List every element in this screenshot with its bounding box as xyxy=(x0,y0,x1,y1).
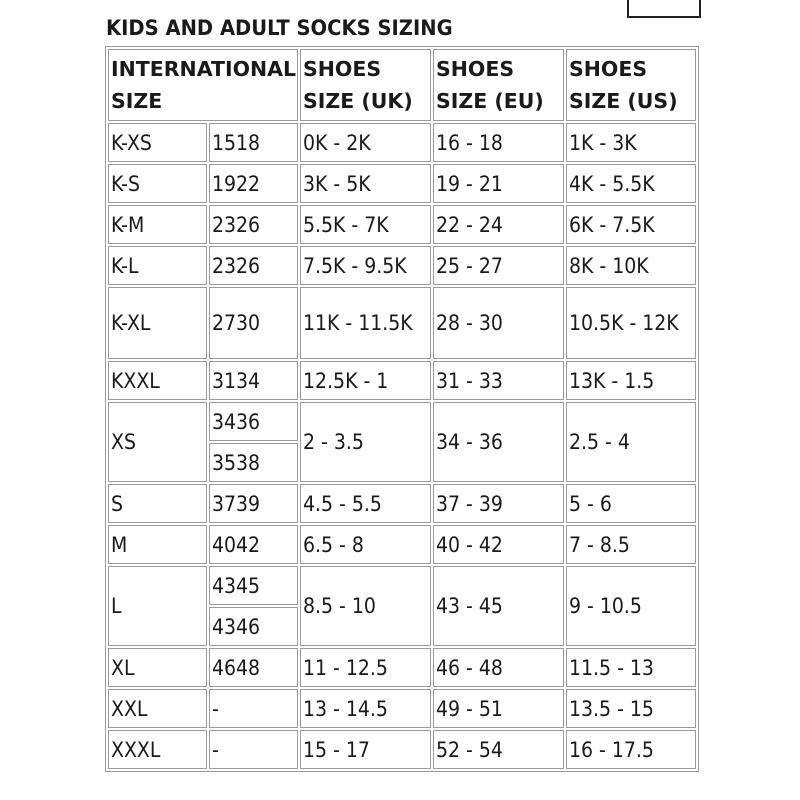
us-cell: 1K - 3K xyxy=(566,123,696,162)
us-cell: 11.5 - 13 xyxy=(566,648,696,687)
eu-cell: 25 - 27 xyxy=(433,246,564,285)
code-cell: 4648 xyxy=(209,648,298,687)
us-cell: 10.5K - 12K xyxy=(566,287,696,359)
eu-cell: 37 - 39 xyxy=(433,484,564,523)
eu-cell: 19 - 21 xyxy=(433,164,564,203)
uk-cell: 3K - 5K xyxy=(300,164,431,203)
size-cell: L xyxy=(108,566,207,646)
table-row xyxy=(108,484,696,523)
us-cell: 9 - 10.5 xyxy=(566,566,696,646)
uk-cell: 15 - 17 xyxy=(300,730,431,769)
table-row xyxy=(108,287,696,359)
table-row xyxy=(108,361,696,400)
table-row xyxy=(108,205,696,244)
us-cell: 2.5 - 4 xyxy=(566,402,696,482)
eu-cell: 28 - 30 xyxy=(433,287,564,359)
size-cell: K-S xyxy=(108,164,207,203)
uk-cell: 6.5 - 8 xyxy=(300,525,431,564)
size-cell: K-L xyxy=(108,246,207,285)
code-cell: 2326 xyxy=(209,205,298,244)
code-cell: 4346 xyxy=(209,607,298,646)
code-cell: 2326 xyxy=(209,246,298,285)
uk-cell: 13 - 14.5 xyxy=(300,689,431,728)
uk-cell: 12.5K - 1 xyxy=(300,361,431,400)
uk-cell: 11K - 11.5K xyxy=(300,287,431,359)
us-cell: 13K - 1.5 xyxy=(566,361,696,400)
us-cell: 4K - 5.5K xyxy=(566,164,696,203)
table-row xyxy=(108,525,696,564)
us-cell: 8K - 10K xyxy=(566,246,696,285)
eu-cell: 16 - 18 xyxy=(433,123,564,162)
eu-cell: 49 - 51 xyxy=(433,689,564,728)
uk-cell: 8.5 - 10 xyxy=(300,566,431,646)
sizing-table xyxy=(105,46,699,772)
uk-cell: 0K - 2K xyxy=(300,123,431,162)
header-uk-size: SHOES SIZE (UK) xyxy=(300,49,431,121)
eu-cell: 34 - 36 xyxy=(433,402,564,482)
table-row xyxy=(108,648,696,687)
table-row xyxy=(108,730,696,769)
code-cell: 1518 xyxy=(209,123,298,162)
code-cell: - xyxy=(209,689,298,728)
eu-cell: 31 - 33 xyxy=(433,361,564,400)
table-row xyxy=(108,246,696,285)
page-title: KIDS AND ADULT SOCKS SIZING xyxy=(106,16,453,40)
code-cell: 2730 xyxy=(209,287,298,359)
corner-box xyxy=(627,0,701,18)
uk-cell: 7.5K - 9.5K xyxy=(300,246,431,285)
size-cell: XXL xyxy=(108,689,207,728)
eu-cell: 46 - 48 xyxy=(433,648,564,687)
code-cell: 3436 xyxy=(209,402,298,441)
size-cell: KXXL xyxy=(108,361,207,400)
code-cell: 4345 xyxy=(209,566,298,605)
eu-cell: 52 - 54 xyxy=(433,730,564,769)
size-cell: S xyxy=(108,484,207,523)
eu-cell: 40 - 42 xyxy=(433,525,564,564)
header-row xyxy=(108,49,696,121)
size-cell: XL xyxy=(108,648,207,687)
code-cell: 3134 xyxy=(209,361,298,400)
header-us-size: SHOES SIZE (US) xyxy=(566,49,696,121)
us-cell: 5 - 6 xyxy=(566,484,696,523)
us-cell: 13.5 - 15 xyxy=(566,689,696,728)
table-row xyxy=(108,689,696,728)
code-cell: 4042 xyxy=(209,525,298,564)
table-row xyxy=(108,566,696,605)
table-row xyxy=(108,164,696,203)
uk-cell: 4.5 - 5.5 xyxy=(300,484,431,523)
table-row xyxy=(108,402,696,441)
size-cell: XS xyxy=(108,402,207,482)
code-cell: 3739 xyxy=(209,484,298,523)
code-cell: 3538 xyxy=(209,443,298,482)
us-cell: 16 - 17.5 xyxy=(566,730,696,769)
header-eu-size: SHOES SIZE (EU) xyxy=(433,49,564,121)
eu-cell: 22 - 24 xyxy=(433,205,564,244)
table-row xyxy=(108,123,696,162)
header-international-size: INTERNATIONAL SIZE xyxy=(108,49,298,121)
uk-cell: 2 - 3.5 xyxy=(300,402,431,482)
size-cell: K-XL xyxy=(108,287,207,359)
size-cell: K-XS xyxy=(108,123,207,162)
size-cell: M xyxy=(108,525,207,564)
uk-cell: 11 - 12.5 xyxy=(300,648,431,687)
eu-cell: 43 - 45 xyxy=(433,566,564,646)
uk-cell: 5.5K - 7K xyxy=(300,205,431,244)
code-cell: - xyxy=(209,730,298,769)
code-cell: 1922 xyxy=(209,164,298,203)
size-cell: K-M xyxy=(108,205,207,244)
size-cell: XXXL xyxy=(108,730,207,769)
us-cell: 6K - 7.5K xyxy=(566,205,696,244)
us-cell: 7 - 8.5 xyxy=(566,525,696,564)
